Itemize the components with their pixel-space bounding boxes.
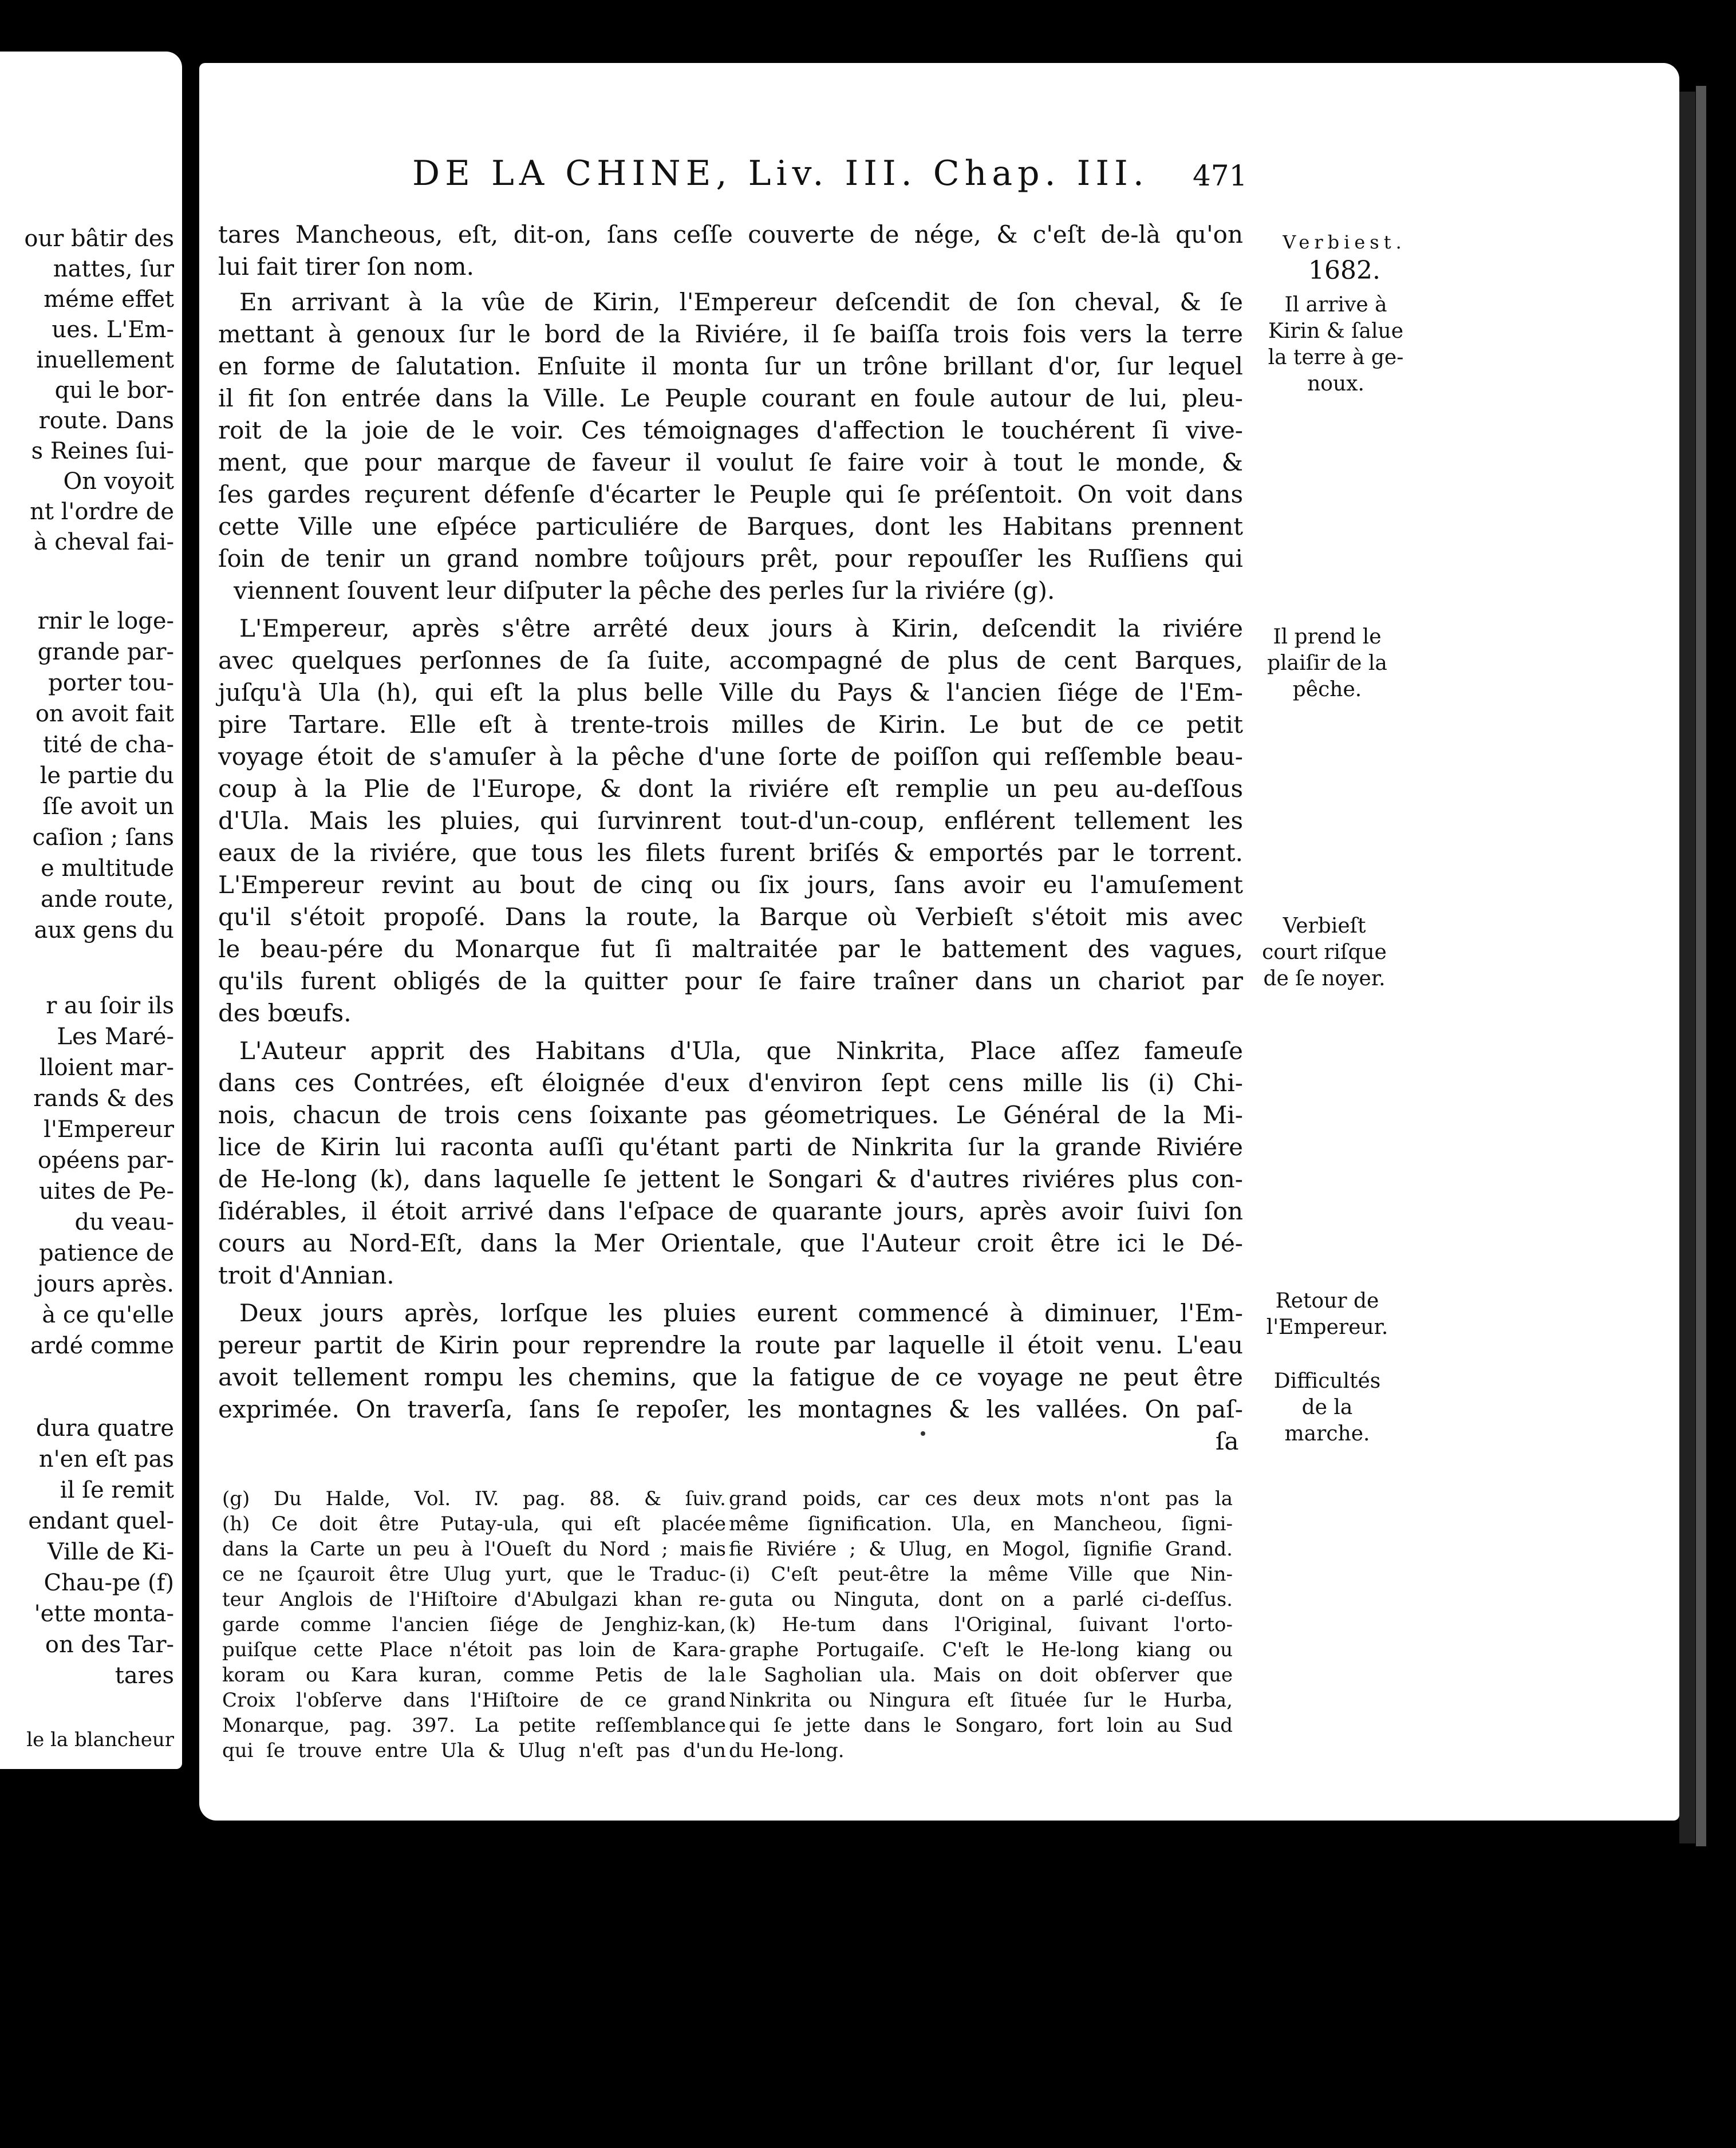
text-line: voyage étoit de s'amuſer à la pêche d'une ſorte de poiſſon qui reſſemble beau- — [218, 743, 1243, 771]
facing-line: Les Maré- — [57, 1024, 174, 1050]
margin-author: Verbiest. — [1283, 231, 1406, 253]
facing-line: à cheval fai- — [33, 529, 174, 555]
facing-line: lloient mar- — [39, 1055, 174, 1081]
facing-line: Ville de Ki- — [47, 1539, 174, 1565]
facing-line: dura quatre — [35, 1415, 174, 1442]
page-number: 471 — [1193, 159, 1248, 192]
text-line: L'Empereur revint au bout de cinq ou ſix jours, ſans avoir eu l'amuſement — [218, 871, 1243, 899]
text-line: il fit ſon entrée dans la Ville. Le Peuple courant en foule autour de lui, pleu- — [218, 384, 1243, 412]
text-line: tares Mancheous, eſt, dit-on, ſans ceſſe couverte de nége, & c'eſt de-là qu'on — [218, 220, 1243, 248]
facing-line: porter tou- — [48, 670, 174, 696]
facing-line: s Reines ſui- — [31, 438, 174, 464]
facing-line: ande route, — [40, 886, 174, 913]
text-line: d'Ula. Mais les pluies, qui ſurvinrent tout-d'un-coup, enflérent tellement les — [218, 807, 1243, 835]
facing-line: nattes, ſur — [53, 256, 174, 282]
facing-line: ardé comme — [30, 1333, 174, 1359]
facing-line: le partie du — [40, 763, 174, 789]
footnote-line: fie Riviére ; & Ulug, en Mogol, ſignifie Grand. — [729, 1538, 1233, 1561]
footnote-line: dans la Carte un peu à l'Oueſt du Nord ; mais — [222, 1538, 726, 1561]
footnote-line: garde comme l'ancien ſiége de Jenghiz-kan, — [222, 1613, 726, 1636]
facing-line: patience de — [39, 1240, 174, 1266]
text-line: pire Tartare. Elle eſt à trente-trois milles de Kirin. Le but de ce petit — [218, 710, 1243, 739]
text-line: le beau-pére du Monarque fut ſi maltraitée par le battement des vagues, — [218, 935, 1243, 963]
facing-line: n'en eſt pas — [38, 1446, 174, 1472]
text-line: ſes gardes reçurent défenſe d'écarter le Peuple qui ſe préſentoit. On voit dans — [218, 480, 1243, 508]
text-line: juſqu'à Ula (h), qui eſt la plus belle Ville du Pays & l'ancien ſiége de l'Em- — [218, 678, 1243, 706]
footnote-line: puiſque cette Place n'étoit pas loin de Kara- — [222, 1638, 726, 1661]
facing-line: Chau-pe (f) — [44, 1570, 174, 1596]
facing-line: tares — [115, 1663, 174, 1689]
facing-line: rands & des — [33, 1085, 174, 1112]
footnote-line: qui ſe trouve entre Ula & Ulug n'eſt pas d'un — [222, 1739, 726, 1762]
footnote-line: graphe Portugaiſe. C'eſt le He-long kiang ou — [729, 1638, 1233, 1661]
text-line: lui fait tirer ſon nom. — [218, 252, 474, 281]
text-line: roit de la joie de le voir. Ces témoignages d'affection le touchérent ſi vive- — [218, 416, 1243, 444]
text-line: exprimée. On traverſa, ſans ſe repoſer, les montagnes & les vallées. On paſ- — [218, 1395, 1243, 1423]
text-line: ſoin de tenir un grand nombre toûjours prêt, pour repouſſer les Ruſſiens qui — [218, 544, 1243, 572]
facing-line: ſſe avoit un — [42, 793, 174, 820]
text-line: En arrivant à la vûe de Kirin, l'Empereur deſcendit de ſon cheval, & ſe — [239, 288, 1243, 316]
facing-line: nt l'ordre de — [30, 499, 174, 525]
facing-line: à ce qu'elle — [42, 1302, 174, 1328]
text-line: en forme de ſalutation. Enſuite il monta ſur un trône brillant d'or, ſur lequel — [218, 352, 1243, 380]
footnote-line: koram ou Kara kuran, comme Petis de la — [222, 1664, 726, 1687]
footnote-line: ce ne ſçauroit être Ulug yurt, que le Traduc- — [222, 1563, 726, 1586]
text-line: cette Ville une eſpéce particuliére de Barques, dont les Habitans prennent — [218, 512, 1243, 540]
footnote-line: Monarque, pag. 397. La petite reſſemblance — [222, 1714, 726, 1737]
text-line: cours au Nord-Eſt, dans la Mer Orientale, que l'Auteur croit être ici le Dé- — [218, 1229, 1243, 1257]
text-line: mettant à genoux ſur le bord de la Riviére, il ſe baiſſa trois fois vers la terre — [218, 320, 1243, 348]
running-title: DE LA CHINE, Liv. III. Chap. III. — [412, 153, 1149, 194]
facing-line: méme effet — [44, 286, 174, 313]
facing-line: qui le bor- — [54, 377, 174, 404]
text-line: avoit tellement rompu les chemins, que la fatigue de ce voyage ne peut être — [218, 1363, 1243, 1391]
margin-year: 1682. — [1308, 256, 1380, 285]
page-edge — [1679, 92, 1695, 1843]
facing-line: endant quel- — [28, 1508, 174, 1534]
facing-line: e multitude — [41, 855, 174, 882]
footnote-line: (h) Ce doit être Putay-ula, qui eſt placée — [222, 1513, 726, 1535]
text-line: nois, chacun de trois cens ſoixante pas géometriques. Le Général de la Mi- — [218, 1101, 1243, 1129]
footnote-line: Ninkrita ou Ningura eſt ſituée ſur le Hurba, — [729, 1689, 1233, 1712]
paper-speck — [921, 1431, 925, 1436]
text-line: lice de Kirin lui raconta auſſi qu'étant parti de Ninkrita ſur la grande Riviére — [218, 1133, 1243, 1161]
footnote-line: même ſignification. Ula, en Mancheou, ſigni- — [729, 1513, 1233, 1535]
facing-line: on des Tar- — [45, 1632, 174, 1658]
text-line: Deux jours après, lorſque les pluies eurent commencé à diminuer, l'Em- — [239, 1299, 1243, 1327]
text-line: qu'ils furent obligés de la quitter pour ſe faire traîner dans un chariot par — [218, 967, 1243, 995]
text-line: pereur partit de Kirin pour reprendre la route par laquelle il étoit venu. L'eau — [218, 1331, 1243, 1359]
facing-line: aux gens du — [34, 917, 174, 943]
text-line: eaux de la riviére, que tous les filets furent briſés & emportés par le torrent. — [218, 839, 1243, 867]
text-line: dans ces Contrées, eſt éloignée d'eux d'environ ſept cens mille lis (i) Chi- — [218, 1069, 1243, 1097]
page-edge — [1696, 86, 1706, 1846]
facing-line: route. Dans — [38, 408, 174, 434]
facing-line: le la blancheur — [26, 1728, 174, 1751]
footnote-line: teur Anglois de l'Hiſtoire d'Abulgazi khan re- — [222, 1588, 726, 1611]
margin-note: Verbieſt court riſque de ſe noyer. — [1262, 914, 1387, 990]
footnote-line: (g) Du Halde, Vol. IV. pag. 88. & ſuiv. — [222, 1487, 726, 1510]
facing-line: l'Empereur — [44, 1116, 174, 1143]
margin-note: Il arrive à Kirin & ſalue la terre à ge-noux. — [1268, 293, 1404, 396]
book-page — [199, 63, 1679, 1821]
text-line: ment, que pour marque de faveur il voulut ſe faire voir à tout le monde, & — [218, 448, 1243, 476]
facing-line: grande par- — [37, 639, 174, 665]
footnote-line: (i) C'eſt peut-être la même Ville que Nin- — [729, 1563, 1233, 1586]
footnote-line: qui ſe jette dans le Songaro, fort loin au Sud — [729, 1714, 1233, 1737]
text-line: L'Empereur, après s'être arrêté deux jours à Kirin, deſcendit la riviére — [239, 614, 1243, 642]
text-line: qu'il s'étoit propoſé. Dans la route, la Barque où Verbieſt s'étoit mis avec — [218, 903, 1243, 931]
text-line: viennent ſouvent leur diſputer la pêche des perles ſur la riviére (g). — [234, 577, 1055, 605]
footnote-line: Croix l'obſerve dans l'Hiſtoire de ce grand — [222, 1689, 726, 1712]
facing-page — [0, 52, 182, 1769]
facing-line: on avoit fait — [35, 701, 174, 727]
text-line: troit d'Annian. — [218, 1261, 394, 1289]
facing-line: 'ette monta- — [34, 1601, 174, 1627]
facing-line: jours après. — [36, 1271, 174, 1297]
facing-line: our bâtir des — [24, 226, 174, 252]
facing-line: On voyoit — [63, 468, 174, 495]
facing-line: rnir le loge- — [37, 608, 174, 634]
text-line: de He-long (k), dans laquelle ſe jettent le Songari & d'autres riviéres plus con- — [218, 1165, 1243, 1193]
margin-note: Retour de l'Empereur. — [1266, 1289, 1388, 1339]
catchword: ſa — [1216, 1427, 1239, 1455]
footnote-line: grand poids, car ces deux mots n'ont pas la — [729, 1487, 1233, 1510]
margin-note: Il prend le plaiſir de la pêche. — [1267, 625, 1387, 701]
text-line: coup à la Plie de l'Europe, & dont la riviére eſt remplie un peu au-deſſous — [218, 775, 1243, 803]
footnote-line: (k) He-tum dans l'Original, ſuivant l'orto- — [729, 1613, 1233, 1636]
facing-line: r au ſoir ils — [46, 993, 174, 1019]
facing-line: tité de cha- — [43, 732, 174, 758]
text-line: L'Auteur apprit des Habitans d'Ula, que Ninkrita, Place aſſez fameuſe — [239, 1037, 1243, 1065]
footnote-line: le Sagholian ula. Mais on doit obſerver que — [729, 1664, 1233, 1687]
margin-note: Difficultés de la marche. — [1273, 1369, 1381, 1446]
facing-line: uites de Pe- — [39, 1178, 174, 1205]
facing-line: caſion ; ſans — [32, 824, 174, 851]
text-line: ſidérables, il étoit arrivé dans l'eſpace de quarante jours, après avoir ſuivi ſon — [218, 1197, 1243, 1225]
facing-line: inuellement — [36, 347, 174, 373]
footnote-line: du He-long. — [729, 1739, 845, 1762]
book-gutter — [182, 34, 199, 1832]
footnote-line: guta ou Ninguta, dont on a parlé ci-deſſus. — [729, 1588, 1233, 1611]
facing-line: opéens par- — [37, 1147, 174, 1174]
text-line: avec quelques perſonnes de ſa ſuite, accompagné de plus de cent Barques, — [218, 646, 1243, 674]
text-line: des bœufs. — [218, 999, 352, 1027]
facing-line: il ſe remit — [60, 1477, 174, 1503]
facing-line: du veau- — [74, 1209, 174, 1235]
facing-line: ues. L'Em- — [52, 317, 174, 343]
